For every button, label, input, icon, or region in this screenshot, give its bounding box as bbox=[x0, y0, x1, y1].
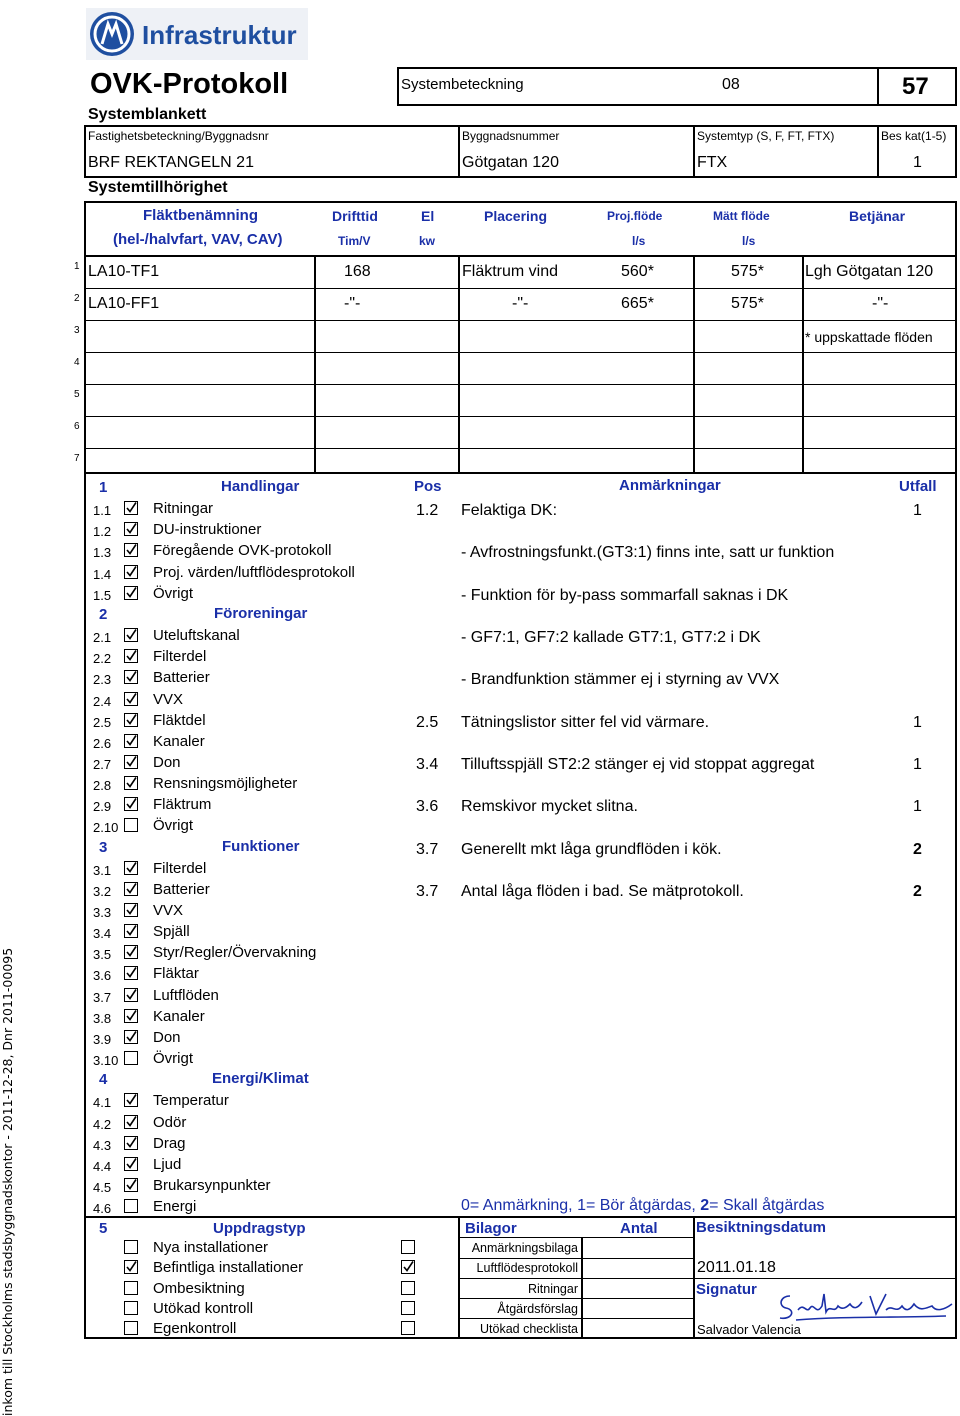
item-label: DU-instruktioner bbox=[153, 521, 262, 538]
bilagor-label: Bilagor bbox=[465, 1220, 517, 1237]
antal-label: Antal bbox=[620, 1220, 658, 1237]
fastighet-value: BRF REKTANGELN 21 bbox=[88, 154, 254, 171]
byggnadsnummer-label: Byggnadsnummer bbox=[462, 129, 560, 143]
utfall-legend bbox=[461, 1197, 824, 1215]
systemtyp-value: FTX bbox=[697, 154, 728, 171]
logo-emblem-icon bbox=[88, 10, 136, 58]
item-number: 2.8 bbox=[93, 778, 112, 793]
item-label: VVX bbox=[153, 902, 184, 919]
bilaga-label: Ritningar bbox=[527, 1282, 578, 1296]
item-checkbox[interactable] bbox=[124, 1009, 138, 1023]
fan-betjanar: -"- bbox=[872, 295, 889, 312]
item-number: 3.7 bbox=[93, 990, 112, 1005]
uppdragstyp-checkbox[interactable] bbox=[124, 1260, 138, 1274]
item-label: Ritningar bbox=[153, 500, 214, 517]
fan-betjanar: * uppskattade flöden bbox=[805, 329, 933, 345]
remark-pos: 2.5 bbox=[416, 714, 439, 731]
item-label: Fläktrum bbox=[153, 796, 212, 813]
systemtyp-label: Systemtyp (S, F, FT, FTX) bbox=[697, 129, 835, 143]
remark-utfall: 1 bbox=[913, 798, 922, 815]
systemtillhorighet-label: Systemtillhörighet bbox=[88, 179, 228, 196]
item-checkbox[interactable] bbox=[124, 1093, 138, 1107]
item-checkbox[interactable] bbox=[124, 1030, 138, 1044]
item-checkbox[interactable] bbox=[124, 818, 138, 832]
item-number: 2.4 bbox=[93, 694, 112, 709]
item-number: 1.2 bbox=[93, 524, 112, 539]
item-checkbox[interactable] bbox=[124, 586, 138, 600]
uppdragstyp-label: Befintliga installationer bbox=[153, 1259, 304, 1276]
fan-row-number: 5 bbox=[74, 389, 80, 400]
besiktningsdatum-label: Besiktningsdatum bbox=[696, 1219, 827, 1236]
item-checkbox[interactable] bbox=[124, 924, 138, 938]
fan-projflode: 560* bbox=[621, 263, 654, 280]
remark-pos: 1.2 bbox=[416, 502, 439, 519]
remark-pos: 3.7 bbox=[416, 841, 439, 858]
uppdragstyp-label: Ombesiktning bbox=[153, 1280, 245, 1297]
item-checkbox[interactable] bbox=[124, 670, 138, 684]
fan-header-projflode: Proj.flöde bbox=[607, 209, 663, 223]
section-title: Föroreningar bbox=[214, 605, 308, 622]
fan-row-number: 6 bbox=[74, 421, 80, 432]
fan-header-projflode-unit: l/s bbox=[632, 234, 646, 248]
bilaga-label: Luftflödesprotokoll bbox=[476, 1261, 578, 1275]
systembeteckning-value: 08 bbox=[722, 76, 740, 93]
remark-text: Generellt mkt låga grundflöden i kök. bbox=[461, 841, 722, 858]
item-label: Övrigt bbox=[153, 1050, 194, 1067]
item-number: 4.4 bbox=[93, 1159, 112, 1174]
item-label: Batterier bbox=[153, 881, 210, 898]
remark-pos: 3.6 bbox=[416, 798, 439, 815]
fan-placering: Fläktrum vind bbox=[462, 263, 559, 280]
fan-mattflode: 575* bbox=[731, 295, 764, 312]
fan-drifttid: 168 bbox=[344, 263, 371, 280]
item-label: Föregående OVK-protokoll bbox=[153, 542, 332, 559]
item-checkbox[interactable] bbox=[124, 903, 138, 917]
fan-header-betjanar: Betjänar bbox=[849, 208, 906, 224]
systembeteckning-label: Systembeteckning bbox=[401, 76, 524, 93]
page-number: 57 bbox=[902, 73, 929, 100]
uppdragstyp-checkbox[interactable] bbox=[124, 1281, 138, 1295]
page-subtitle: Systemblankett bbox=[88, 106, 207, 123]
fan-header-placering: Placering bbox=[484, 208, 548, 224]
item-number: 2.1 bbox=[93, 630, 112, 645]
item-checkbox[interactable] bbox=[124, 945, 138, 959]
uppdragstyp-checkbox[interactable] bbox=[124, 1240, 138, 1254]
item-label: Don bbox=[153, 1029, 181, 1046]
bilaga-checkbox[interactable] bbox=[401, 1281, 415, 1295]
remark-text: - Avfrostningsfunkt.(GT3:1) finns inte, satt ur funktion bbox=[461, 544, 835, 561]
item-number: 2.6 bbox=[93, 736, 112, 751]
utfall-header: Utfall bbox=[899, 478, 937, 495]
item-label: Styr/Regler/Övervakning bbox=[153, 944, 317, 961]
item-checkbox[interactable] bbox=[124, 988, 138, 1002]
item-label: Fläktdel bbox=[153, 712, 206, 729]
anm-header: Anmärkningar bbox=[619, 477, 721, 494]
item-number: 4.2 bbox=[93, 1117, 112, 1132]
legend-part-1: 0= Anmärkning, 1= Bör åtgärdas, bbox=[461, 1197, 701, 1214]
item-number: 3.1 bbox=[93, 863, 112, 878]
remark-utfall: 1 bbox=[913, 714, 922, 731]
item-checkbox[interactable] bbox=[124, 1178, 138, 1192]
item-number: 2.7 bbox=[93, 757, 112, 772]
beskat-label: Bes kat(1-5) bbox=[881, 129, 947, 143]
fan-row-number: 3 bbox=[74, 325, 80, 336]
sidebar-registration-text: inkom till Stockholms stadsbyggnadskontor - 2011-12-28, Dnr 2011-00095 bbox=[0, 947, 15, 1416]
fan-name: LA10-TF1 bbox=[88, 263, 160, 280]
remark-utfall: 1 bbox=[913, 502, 922, 519]
item-number: 3.5 bbox=[93, 947, 112, 962]
section-title: Handlingar bbox=[221, 478, 300, 495]
item-label: Filterdel bbox=[153, 648, 207, 665]
legend-part-3: = Skall åtgärdas bbox=[709, 1197, 825, 1214]
remark-utfall: 1 bbox=[913, 756, 922, 773]
fan-row-number: 4 bbox=[74, 357, 80, 368]
item-checkbox[interactable] bbox=[124, 522, 138, 536]
pos-header: Pos bbox=[414, 478, 442, 495]
item-label: Filterdel bbox=[153, 860, 207, 877]
fan-header-name-sub: (hel-/halvfart, VAV, CAV) bbox=[113, 231, 283, 248]
bilaga-checkbox[interactable] bbox=[401, 1301, 415, 1315]
signature-icon bbox=[776, 1288, 956, 1324]
remark-text: Tilluftsspjäll ST2:2 stänger ej vid stoppat aggregat bbox=[461, 756, 815, 773]
remark-text: Felaktiga DK: bbox=[461, 502, 558, 519]
section-title: Energi/Klimat bbox=[212, 1070, 309, 1087]
item-label: Fläktar bbox=[153, 965, 199, 982]
item-number: 2.10 bbox=[93, 820, 119, 835]
remark-utfall: 2 bbox=[913, 883, 922, 900]
remark-pos: 3.4 bbox=[416, 756, 439, 773]
item-checkbox[interactable] bbox=[124, 776, 138, 790]
item-label: Don bbox=[153, 754, 181, 771]
fan-header-mattflode-unit: l/s bbox=[742, 234, 756, 248]
bilaga-checkbox[interactable] bbox=[401, 1240, 415, 1254]
uppdragstyp-label: Utökad kontroll bbox=[153, 1300, 254, 1317]
item-label: Kanaler bbox=[153, 1008, 205, 1025]
uppdragstyp-label: Nya installationer bbox=[153, 1239, 269, 1256]
bilaga-label: Utökad checklista bbox=[480, 1322, 578, 1336]
item-label: Proj. värden/luftflödesprotokoll bbox=[153, 564, 355, 581]
item-label: Ljud bbox=[153, 1156, 182, 1173]
remark-text: Tätningslistor sitter fel vid värmare. bbox=[461, 714, 710, 731]
item-label: Energi bbox=[153, 1198, 197, 1215]
section-number: 1 bbox=[99, 479, 108, 496]
item-checkbox[interactable] bbox=[124, 565, 138, 579]
item-number: 4.3 bbox=[93, 1138, 112, 1153]
remark-text: - Brandfunktion stämmer ej i styrning av VVX bbox=[461, 671, 780, 688]
item-checkbox[interactable] bbox=[124, 628, 138, 642]
item-label: Temperatur bbox=[153, 1092, 229, 1109]
fan-mattflode: 575* bbox=[731, 263, 764, 280]
item-number: 1.1 bbox=[93, 503, 112, 518]
beskat-value: 1 bbox=[913, 154, 922, 171]
bilaga-label: Åtgärdsförslag bbox=[497, 1302, 578, 1316]
remark-text: - Funktion för by-pass sommarfall saknas i DK bbox=[461, 587, 789, 604]
item-checkbox[interactable] bbox=[124, 1051, 138, 1065]
fan-drifttid: -"- bbox=[344, 295, 361, 312]
fan-name: LA10-FF1 bbox=[88, 295, 160, 312]
item-number: 1.5 bbox=[93, 588, 112, 603]
item-number: 4.5 bbox=[93, 1180, 112, 1195]
fan-betjanar: Lgh Götgatan 120 bbox=[805, 263, 934, 280]
item-checkbox[interactable] bbox=[124, 882, 138, 896]
item-label: Spjäll bbox=[153, 923, 190, 940]
section-title: Funktioner bbox=[222, 838, 300, 855]
fan-row-number: 1 bbox=[74, 261, 80, 272]
item-checkbox[interactable] bbox=[124, 966, 138, 980]
item-checkbox[interactable] bbox=[124, 1199, 138, 1213]
logo-text: Infrastruktur bbox=[142, 20, 297, 50]
item-number: 4.6 bbox=[93, 1201, 112, 1216]
remark-utfall: 2 bbox=[913, 841, 922, 858]
item-label: Drag bbox=[153, 1135, 186, 1152]
item-label: Brukarsynpunkter bbox=[153, 1177, 271, 1194]
item-number: 3.6 bbox=[93, 968, 112, 983]
item-label: Batterier bbox=[153, 669, 210, 686]
fan-header-el-unit: kw bbox=[419, 234, 436, 248]
item-number: 3.9 bbox=[93, 1032, 112, 1047]
item-number: 4.1 bbox=[93, 1095, 112, 1110]
item-number: 3.10 bbox=[93, 1053, 119, 1068]
item-number: 1.4 bbox=[93, 567, 112, 582]
item-label: Odör bbox=[153, 1114, 187, 1131]
item-label: Övrigt bbox=[153, 817, 194, 834]
item-label: VVX bbox=[153, 691, 184, 708]
item-label: Luftflöden bbox=[153, 987, 219, 1004]
uppdragstyp-checkbox[interactable] bbox=[124, 1301, 138, 1315]
item-checkbox[interactable] bbox=[124, 797, 138, 811]
fan-row-number: 2 bbox=[74, 293, 80, 304]
item-number: 2.2 bbox=[93, 651, 112, 666]
fan-header-drifttid-unit: Tim/V bbox=[338, 234, 371, 248]
page-title: OVK-Protokoll bbox=[90, 68, 289, 100]
bilaga-label: Anmärkningsbilaga bbox=[471, 1241, 578, 1255]
item-checkbox[interactable] bbox=[124, 1136, 138, 1150]
byggnadsnummer-value: Götgatan 120 bbox=[462, 154, 559, 171]
fastighet-label: Fastighetsbeteckning/Byggnadsnr bbox=[88, 129, 269, 143]
fan-projflode: 665* bbox=[621, 295, 654, 312]
legend-part-2: 2 bbox=[700, 1197, 710, 1214]
section-number: 4 bbox=[99, 1071, 108, 1088]
item-number: 1.3 bbox=[93, 545, 112, 560]
item-label: Rensningsmöjligheter bbox=[153, 775, 298, 792]
signature-name: Salvador Valencia bbox=[697, 1322, 801, 1337]
item-checkbox[interactable] bbox=[124, 734, 138, 748]
item-checkbox[interactable] bbox=[124, 1157, 138, 1171]
item-label: Kanaler bbox=[153, 733, 205, 750]
fan-header-mattflode: Mätt flöde bbox=[713, 209, 770, 223]
remark-text: Antal låga flöden i bad. Se mätprotokoll. bbox=[461, 883, 744, 900]
item-number: 3.3 bbox=[93, 905, 112, 920]
item-number: 2.3 bbox=[93, 672, 112, 687]
uppdragstyp-label: Uppdragstyp bbox=[213, 1220, 306, 1237]
fan-placering: -"- bbox=[512, 295, 529, 312]
item-number: 2.5 bbox=[93, 715, 112, 730]
bilaga-checkbox[interactable] bbox=[401, 1321, 415, 1335]
uppdragstyp-label: Egenkontroll bbox=[153, 1320, 237, 1337]
section-number: 3 bbox=[99, 839, 108, 856]
item-label: Uteluftskanal bbox=[153, 627, 240, 644]
item-checkbox[interactable] bbox=[124, 543, 138, 557]
section-number: 2 bbox=[99, 606, 108, 623]
item-number: 3.2 bbox=[93, 884, 112, 899]
item-number: 2.9 bbox=[93, 799, 112, 814]
logo bbox=[86, 8, 308, 60]
item-checkbox[interactable] bbox=[124, 713, 138, 727]
fan-header-el: El bbox=[421, 208, 435, 224]
signatur-label: Signatur bbox=[696, 1281, 757, 1298]
item-checkbox[interactable] bbox=[124, 692, 138, 706]
fan-header-drifttid: Drifttid bbox=[332, 208, 378, 224]
remark-text: - GF7:1, GF7:2 kallade GT7:1, GT7:2 i DK bbox=[461, 629, 761, 646]
remark-text: Remskivor mycket slitna. bbox=[461, 798, 638, 815]
fan-row-number: 7 bbox=[74, 453, 80, 464]
item-checkbox[interactable] bbox=[124, 861, 138, 875]
uppdragstyp-checkbox[interactable] bbox=[124, 1321, 138, 1335]
bilaga-checkbox[interactable] bbox=[401, 1260, 415, 1274]
item-checkbox[interactable] bbox=[124, 755, 138, 769]
item-number: 3.8 bbox=[93, 1011, 112, 1026]
item-checkbox[interactable] bbox=[124, 501, 138, 515]
besiktningsdatum-value: 2011.01.18 bbox=[697, 1259, 776, 1276]
item-checkbox[interactable] bbox=[124, 1115, 138, 1129]
item-number: 3.4 bbox=[93, 926, 112, 941]
footer-section-number: 5 bbox=[99, 1220, 108, 1237]
remark-pos: 3.7 bbox=[416, 883, 439, 900]
item-checkbox[interactable] bbox=[124, 649, 138, 663]
item-label: Övrigt bbox=[153, 585, 194, 602]
fan-header-name: Fläktbenämning bbox=[143, 207, 259, 224]
